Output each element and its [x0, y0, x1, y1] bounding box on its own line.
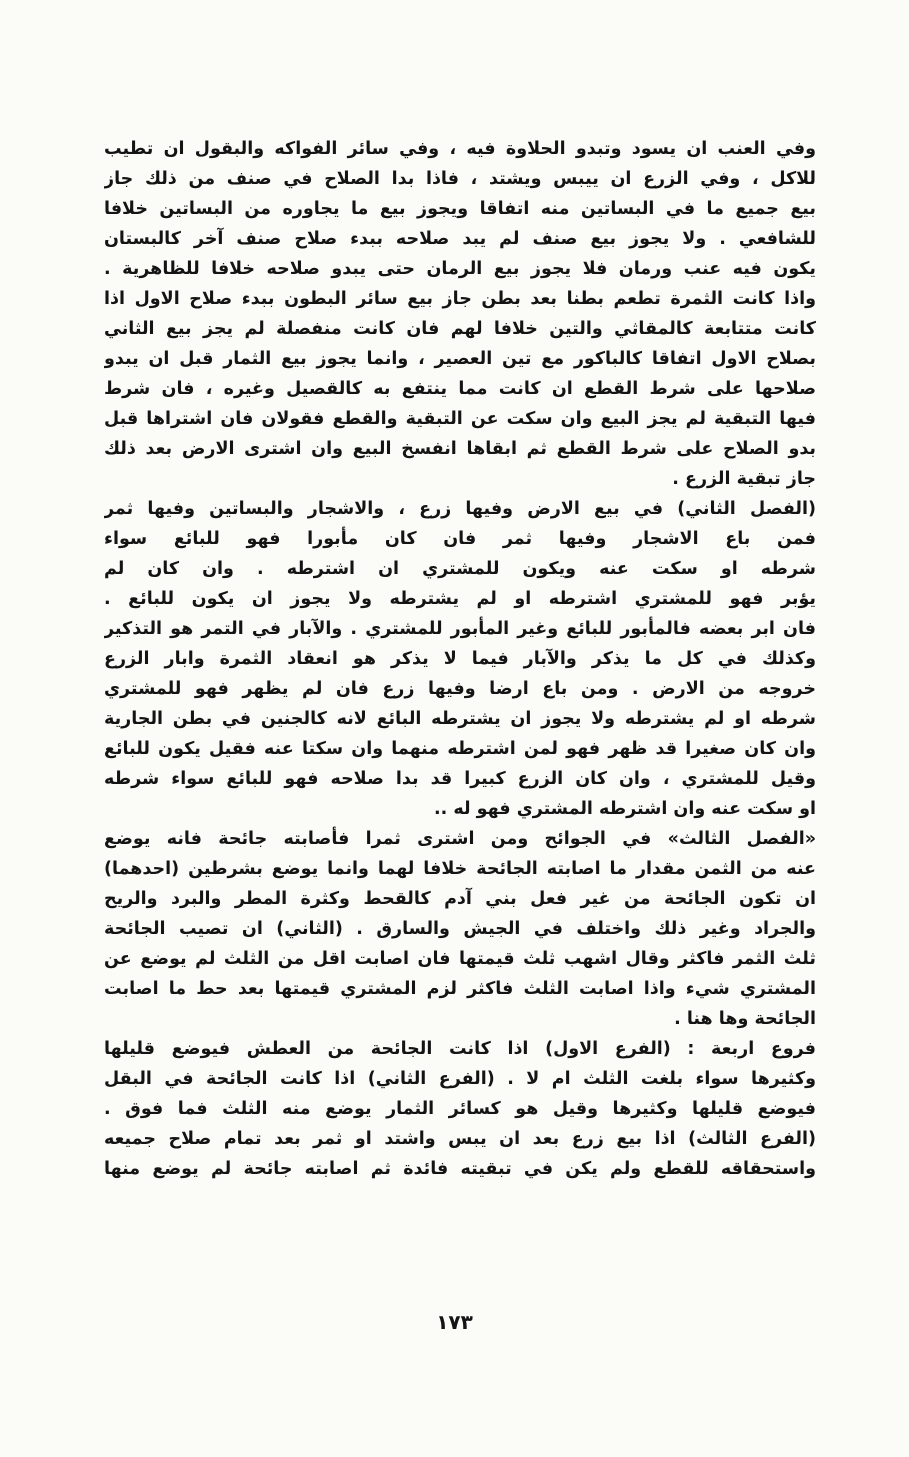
text-line: بدو الصلاح على شرط القطع ثم ابقاها انفسخ البيع وان اشترى الارض بعد ذلك — [104, 439, 816, 459]
text-line: فيوضع قليلها وكثيرها وقيل هو كسائر الثمار يوضع منه الثلث فما فوق . — [104, 1099, 816, 1119]
text-line: فيها التبقية لم يجز البيع وان سكت عن التبقية والقطع فقولان فان اشتراها قبل — [104, 409, 816, 429]
text-line: ان تكون الجائحة من غير فعل بني آدم كالقحط وكثرة المطر والبرد والريح — [104, 889, 816, 909]
text-line: (الفرع الثالث) اذا بيع زرع بعد ان يبس واشتد او ثمر بعد تمام صلاح جميعه — [104, 1129, 816, 1149]
text-line: فروع اربعة : (الفرع الاول) اذا كانت الجائحة من العطش فيوضع قليلها — [104, 1039, 816, 1059]
text-line: يؤبر فهو للمشتري اشترطه او لم يشترطه ولا يجوز ان يكون للبائع . — [104, 589, 816, 609]
text-line: فان ابر بعضه فالمأبور للبائع وغير المأبور للمشتري . والآبار في التمر هو التذكير — [104, 619, 816, 639]
text-line: وكذلك في كل ما يذكر والآبار فيما لا يذكر هو انعقاد الثمرة وابار الزرع — [104, 649, 816, 669]
text-line: واذا كانت الثمرة تطعم بطنا بعد بطن جاز بيع سائر البطون ببدء صلاح الاول اذا — [104, 289, 816, 309]
text-line: للشافعي . ولا يجوز بيع صنف لم يبد صلاحه ببدء صلاح صنف آخر كالبستان — [104, 229, 816, 249]
text-line: صلاحها على شرط القطع ان كانت مما ينتفع به كالقصيل وغيره ، فان شرط — [104, 379, 816, 399]
text-line: واستحقاقه للقطع ولم يكن في تبقيته فائدة ثم اصابته جائحة لم يوضع منها — [104, 1159, 816, 1179]
text-line: (الفصل الثاني) في بيع الارض وفيها زرع ، والاشجار والبساتين وفيها ثمر — [104, 499, 816, 519]
text-line: للاكل ، وفي الزرع ان ييبس ويشتد ، فاذا بدا الصلاح في صنف من ذلك جاز — [104, 169, 816, 189]
page-number: ١٧٣ — [436, 1310, 473, 1334]
text-line: الجائحة وها هنا . — [674, 1009, 816, 1029]
text-line: جاز تبقية الزرع . — [672, 469, 816, 489]
text-line: خروجه من الارض . ومن باع ارضا وفيها زرع فان لم يظهر فهو للمشتري — [104, 679, 816, 699]
text-line: فمن باع الاشجار وفيها ثمر فان كان مأبورا فهو للبائع سواء — [104, 529, 816, 549]
text-line: وقيل للمشتري ، وان كان الزرع كبيرا قد بدا صلاحه فهو للبائع سواء شرطه — [104, 769, 816, 789]
text-line: بصلاح الاول اتفاقا كالباكور مع تين العصير ، وانما يجوز بيع الثمار قبل ان يبدو — [104, 349, 816, 369]
text-line: شرطه او سكت عنه ويكون للمشتري ان اشترطه . وان كان لم — [104, 559, 816, 579]
text-line: ثلث الثمر فاكثر وقال اشهب ثلث قيمتها فان اصابت اقل من الثلث لم يوضع عن — [104, 949, 816, 969]
text-line: يكون فيه عنب ورمان فلا يجوز بيع الرمان حتى يبدو صلاحه خلافا للظاهرية . — [104, 259, 816, 279]
text-line: وفي العنب ان يسود وتبدو الحلاوة فيه ، وفي سائر الفواكه والبقول ان تطيب — [104, 139, 816, 159]
text-line: شرطه او لم يشترطه ولا يجوز ان يشترطه البائع لانه كالجنين في بطن الجارية — [104, 709, 816, 729]
text-line: وان كان صغيرا قد ظهر فهو لمن اشترطه منهما وان سكتا عنه فقيل يكون للبائع — [104, 739, 816, 759]
text-line: كانت متتابعة كالمقاثي والتين خلافا لهم فان كانت منفصلة لم يجز بيع الثاني — [104, 319, 816, 339]
text-line: بيع جميع ما في البساتين منه اتفاقا ويجوز بيع ما يجاوره من البساتين خلافا — [104, 199, 816, 219]
text-line: المشتري شيء واذا اصابت الثلث فاكثر لزم المشتري قيمتها بعد حط ما اصابت — [104, 979, 816, 999]
text-line: والجراد وغير ذلك واختلف في الجيش والسارق . (الثاني) ان تصيب الجائحة — [104, 919, 816, 939]
body-text — [104, 134, 816, 1184]
text-line: وكثيرها سواء بلغت الثلث ام لا . (الفرع الثاني) اذا كانت الجائحة في البقل — [104, 1069, 816, 1089]
text-line: عنه من الثمن مقدار ما اصابته الجائحة خلافا لهما وانما يوضع بشرطين (احدهما) — [104, 859, 816, 879]
text-line: «الفصل الثالث» في الجوائح ومن اشترى ثمرا فأصابته جائحة فانه يوضع — [104, 829, 816, 849]
text-line: او سكت عنه وان اشترطه المشتري فهو له .. — [433, 799, 816, 819]
